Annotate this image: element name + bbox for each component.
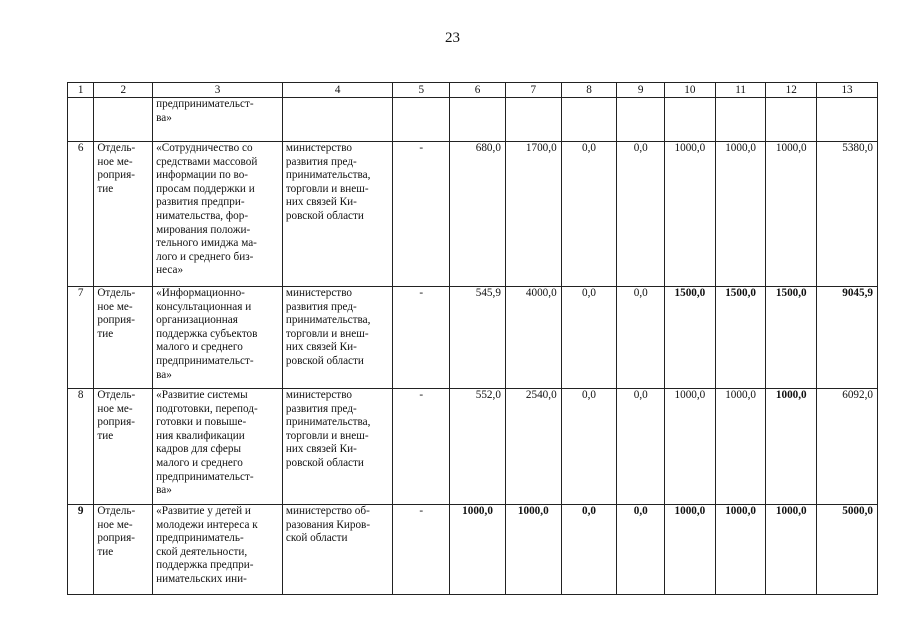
value-cell: 1000,0 xyxy=(715,142,766,287)
column-number-row xyxy=(68,83,878,98)
measure-type: Отдель- ное ме- роприя- тие xyxy=(94,287,153,389)
value-cell: 1500,0 xyxy=(715,287,766,389)
responsible-executor: министерство развития пред- принимательства, торговли и внеш- них связей Ки- ровской области xyxy=(282,287,393,389)
table-row xyxy=(68,287,878,389)
total-cell: 5380,0 xyxy=(817,142,878,287)
row-number: 6 xyxy=(68,142,94,287)
value-cell: 1000,0 xyxy=(450,505,506,595)
row-number: 8 xyxy=(68,389,94,505)
measure-name: «Развитие системы подготовки, перепод- готовки и повыше- ния квалификации кадров для сферы малого и среднего предпринимательст- ва» xyxy=(153,389,283,505)
row-number: 9 xyxy=(68,505,94,595)
row-number: 7 xyxy=(68,287,94,389)
value-cell: 1000,0 xyxy=(665,389,716,505)
measure-name: «Информационно- консультационная и организационная поддержка субъектов малого и среднего предпринимательст- ва» xyxy=(153,287,283,389)
column-header: 5 xyxy=(393,83,450,98)
table-row xyxy=(68,142,878,287)
value-cell: 545,9 xyxy=(450,287,506,389)
column-header: 4 xyxy=(282,83,393,98)
continuation-row xyxy=(68,98,878,142)
value-cell: 0,0 xyxy=(561,389,617,505)
measure-type: Отдель- ное ме- роприя- тие xyxy=(94,389,153,505)
value-cell: 1000,0 xyxy=(766,505,817,595)
value-cell: 1500,0 xyxy=(766,287,817,389)
value-cell: 1000,0 xyxy=(665,505,716,595)
total-cell: 9045,9 xyxy=(817,287,878,389)
value-cell: 1500,0 xyxy=(665,287,716,389)
page-number: 23 xyxy=(445,30,460,46)
value-cell: 2540,0 xyxy=(505,389,561,505)
funding-source: - xyxy=(393,287,450,389)
measure-name-continued: предпринимательст- ва» xyxy=(153,98,283,142)
responsible-executor: министерство развития пред- принимательства, торговли и внеш- них связей Ки- ровской области xyxy=(282,142,393,287)
column-header: 3 xyxy=(153,83,283,98)
column-header: 2 xyxy=(94,83,153,98)
value-cell: 1000,0 xyxy=(505,505,561,595)
measure-name: «Сотрудничество со средствами массовой информации по во- просам поддержки и развития предпри- нимательства, фор- мирования положи- тельного имиджа ма- лого и среднего биз- неса» xyxy=(153,142,283,287)
value-cell: 680,0 xyxy=(450,142,506,287)
value-cell: 0,0 xyxy=(617,142,665,287)
column-header: 6 xyxy=(450,83,506,98)
column-header: 10 xyxy=(665,83,716,98)
value-cell: 1000,0 xyxy=(665,142,716,287)
column-header: 11 xyxy=(715,83,766,98)
column-header: 7 xyxy=(505,83,561,98)
column-header: 1 xyxy=(68,83,94,98)
value-cell: 4000,0 xyxy=(505,287,561,389)
value-cell: 0,0 xyxy=(561,287,617,389)
value-cell: 1000,0 xyxy=(715,505,766,595)
value-cell: 0,0 xyxy=(617,389,665,505)
value-cell: 0,0 xyxy=(617,505,665,595)
value-cell: 0,0 xyxy=(617,287,665,389)
measure-type: Отдель- ное ме- роприя- тие xyxy=(94,505,153,595)
responsible-executor: министерство развития пред- принимательства, торговли и внеш- них связей Ки- ровской области xyxy=(282,389,393,505)
value-cell: 1700,0 xyxy=(505,142,561,287)
value-cell: 0,0 xyxy=(561,505,617,595)
measure-name: «Развитие у детей и молодежи интереса к предприниматель- ской деятельности, поддержка предпри- нимательских ини- xyxy=(153,505,283,595)
column-header: 12 xyxy=(766,83,817,98)
value-cell: 1000,0 xyxy=(766,142,817,287)
funding-source: - xyxy=(393,142,450,287)
total-cell: 5000,0 xyxy=(817,505,878,595)
value-cell: 1000,0 xyxy=(766,389,817,505)
column-header: 13 xyxy=(817,83,878,98)
measure-type: Отдель- ное ме- роприя- тие xyxy=(94,142,153,287)
value-cell: 0,0 xyxy=(561,142,617,287)
funding-source: - xyxy=(393,505,450,595)
funding-source: - xyxy=(393,389,450,505)
responsible-executor: министерство об- разования Киров- ской области xyxy=(282,505,393,595)
value-cell: 1000,0 xyxy=(715,389,766,505)
column-header: 9 xyxy=(617,83,665,98)
table-row xyxy=(68,505,878,595)
table-row xyxy=(68,389,878,505)
value-cell: 552,0 xyxy=(450,389,506,505)
column-header: 8 xyxy=(561,83,617,98)
total-cell: 6092,0 xyxy=(817,389,878,505)
program-table xyxy=(67,82,878,595)
